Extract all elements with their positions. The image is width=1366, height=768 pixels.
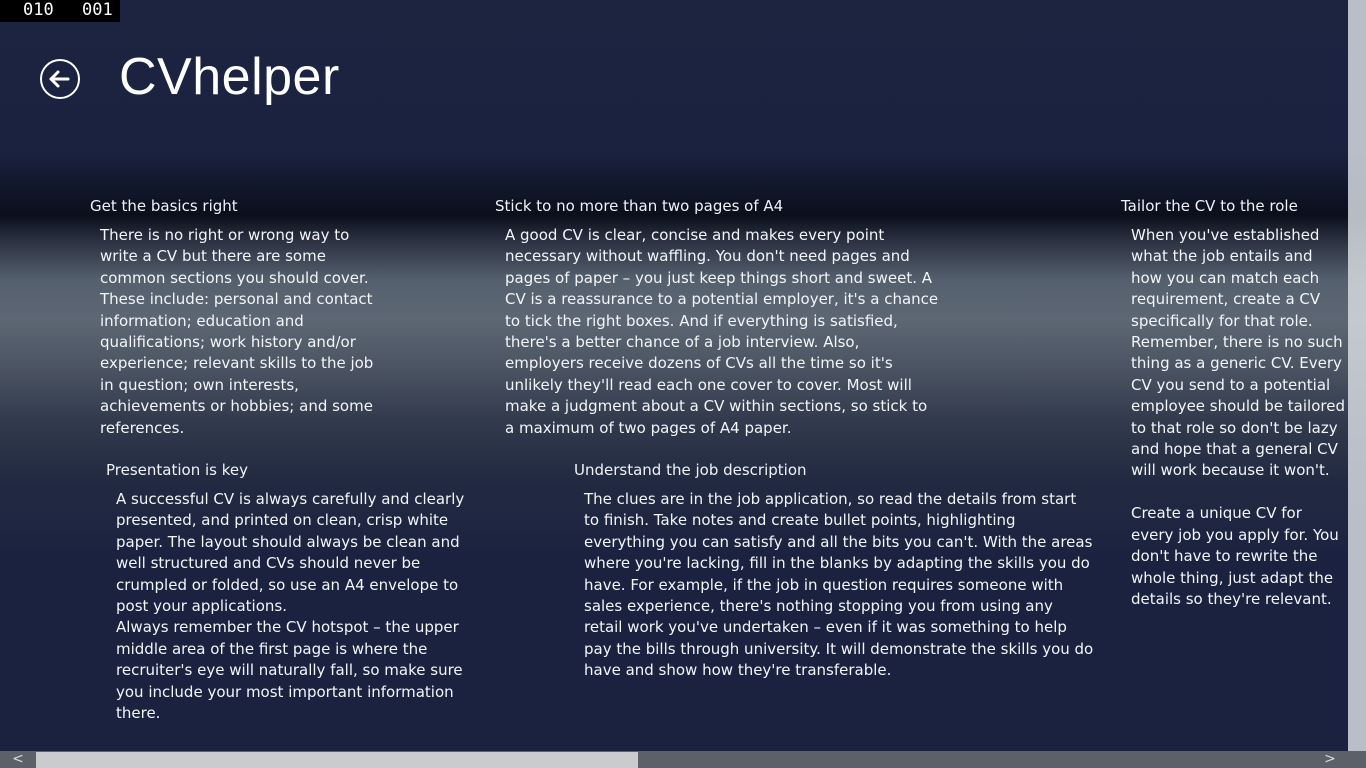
chevron-right-icon: > xyxy=(1324,751,1336,767)
back-arrow-circle-icon xyxy=(42,61,78,97)
debug-frame-counters xyxy=(0,0,120,22)
chevron-left-icon: < xyxy=(12,751,24,767)
section-heading: Stick to no more than two pages of A4 xyxy=(495,197,784,215)
section-body: A successful CV is always carefully and clearly presented, and printed on clean, crisp white paper. The layout should always be clean and well structured and CVs should never be crumpled or folded, so use an A4 envelope to post your applications. Always remember the CV hotspot – the upper middle area of the first page is where the recruiter's eye will naturally fall, so make sure you include your most important information there. xyxy=(116,490,465,723)
scroll-left-button[interactable] xyxy=(0,751,36,768)
page-title: CVhelper xyxy=(119,48,340,106)
right-edge-strip xyxy=(1348,0,1366,768)
horizontal-scrollbar[interactable] xyxy=(0,751,1366,768)
section-basics xyxy=(90,197,380,439)
frame-counter-2: 001 xyxy=(82,0,113,20)
section-heading: Presentation is key xyxy=(106,461,248,479)
section-body: The clues are in the job application, so read the details from start to finish. Take notes and create bullet points, highlighting everything you can satisfy and all the bits you can't. With the areas where you're lacking, fill in the blanks by adapting the skills you do have. For example, if the job in question requires someone with sales experience, there's nothing stopping you from using any retail work you've undertaken – even if it was something to help pay the bills through university. It will demonstrate the skills you do have and show how they're transferable. xyxy=(584,490,1094,680)
scroll-thumb[interactable] xyxy=(36,752,638,768)
section-body: A good CV is clear, concise and makes every point necessary without waffling. You don't need pages and pages of paper – you just keep things short and sweet. A CV is a reassurance to a potential employer, it's a chance to tick the right boxes. And if everything is satisfied, there's a better chance of a job interview. Also, employers receive dozens of CVs all the time so it's unlikely they'll read each one cover to cover. Most will make a judgment about a CV within sections, so stick to a maximum of two pages of A4 paper. xyxy=(505,226,939,437)
section-heading: Understand the job description xyxy=(574,461,807,479)
section-heading: Tailor the CV to the role xyxy=(1121,197,1298,215)
section-tailor xyxy=(1121,197,1347,610)
section-two-pages xyxy=(495,197,940,439)
frame-counter-1: 010 xyxy=(23,0,54,20)
section-job-description xyxy=(574,461,1094,682)
section-body: When you've established what the job entails and how you can match each requirement, create a CV specifically for that role. Remember, there is no such thing as a generic CV. Every CV you send to a potential employee should be tailored to that role so don't be lazy and hope that a general CV will work because it won't. Create a unique CV for every job you apply for. You don't have to rewrite the whole thing, just adapt the details so they're relevant. xyxy=(1131,226,1345,608)
section-heading: Get the basics right xyxy=(90,197,238,215)
section-body: There is no right or wrong way to write a CV but there are some common sections you should cover. These include: personal and contact information; education and qualifications; work history and/or experience; relevant skills to the job in question; own interests, achievements or hobbies; and some references. xyxy=(100,226,374,437)
back-button[interactable] xyxy=(40,59,80,99)
scroll-right-button[interactable] xyxy=(1318,751,1342,768)
section-presentation xyxy=(106,461,491,724)
